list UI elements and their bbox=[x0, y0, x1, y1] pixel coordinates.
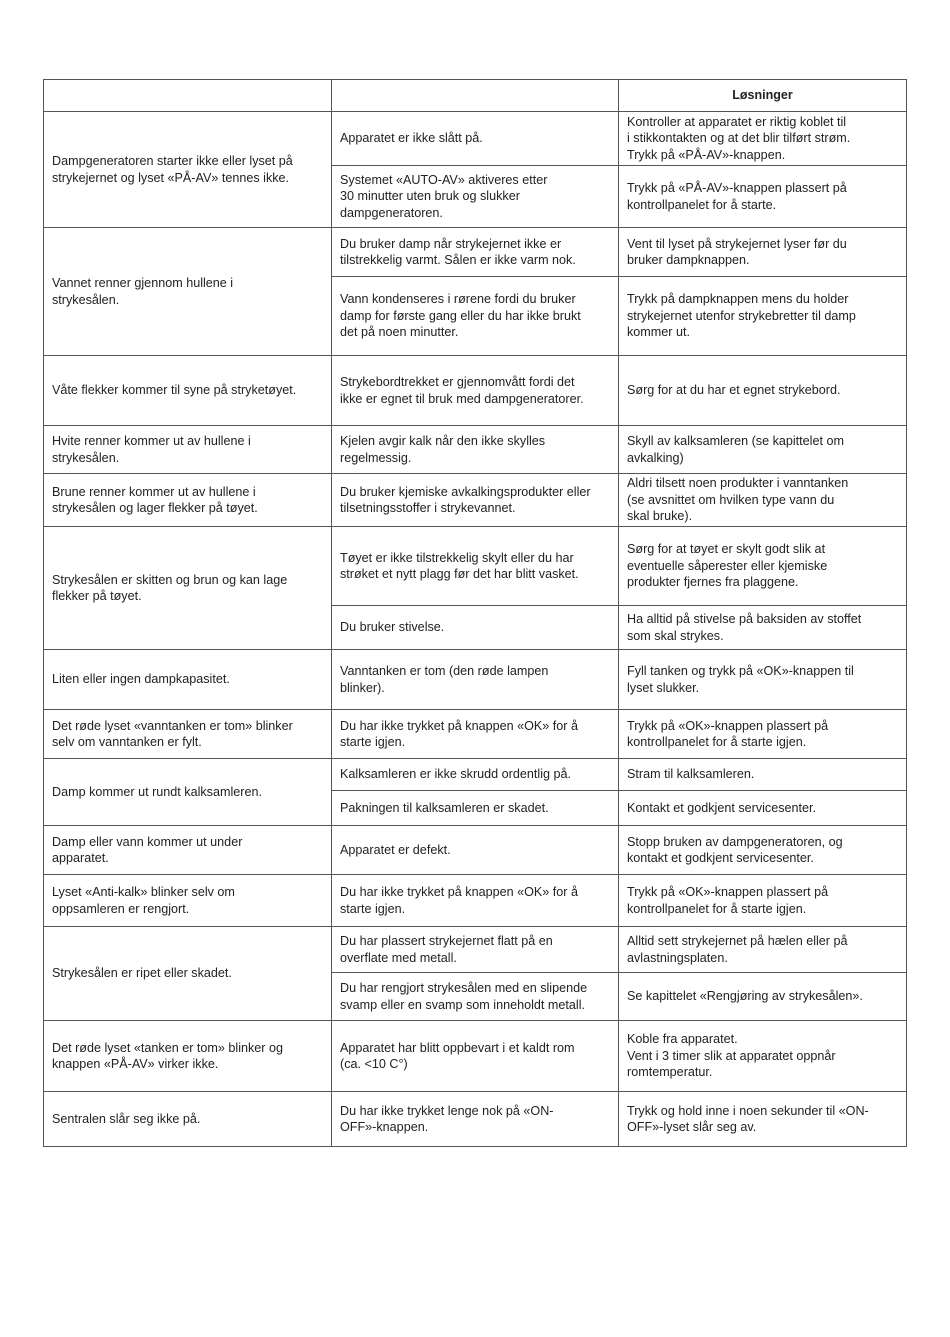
cause-cell: Du har ikke trykket på knappen «OK» for å starte igjen. bbox=[332, 875, 619, 927]
table-row bbox=[44, 826, 907, 875]
cause-cell: Pakningen til kalksamleren er skadet. bbox=[332, 791, 619, 826]
problem-cell: Brune renner kommer ut av hullene i strykesålen og lager flekker på tøyet. bbox=[44, 474, 332, 527]
solution-cell: Stopp bruken av dampgeneratoren, og kontakt et godkjent servicesenter. bbox=[619, 826, 907, 875]
cause-cell: Apparatet er ikke slått på. bbox=[332, 112, 619, 166]
table-row bbox=[44, 527, 907, 606]
cause-cell: Vann kondenseres i rørene fordi du bruker damp for første gang eller du har ikke brukt det på noen minutter. bbox=[332, 277, 619, 356]
table-header-row bbox=[44, 80, 907, 112]
problem-cell: Strykesålen er skitten og brun og kan lage flekker på tøyet. bbox=[44, 527, 332, 650]
header-problem bbox=[44, 80, 332, 112]
cause-cell: Du har ikke trykket lenge nok på «ON- OFF»-knappen. bbox=[332, 1092, 619, 1147]
table-row bbox=[44, 228, 907, 277]
cause-cell: Apparatet har blitt oppbevart i et kaldt rom (ca. <10 C°) bbox=[332, 1021, 619, 1092]
cause-cell: Du har plassert strykejernet flatt på en overflate med metall. bbox=[332, 927, 619, 973]
cause-cell: Du har ikke trykket på knappen «OK» for å starte igjen. bbox=[332, 710, 619, 759]
header-solution: Løsninger bbox=[619, 80, 907, 112]
solution-cell: Trykk på «OK»-knappen plassert på kontrollpanelet for å starte igjen. bbox=[619, 710, 907, 759]
solution-cell: Vent til lyset på strykejernet lyser før du bruker dampknappen. bbox=[619, 228, 907, 277]
problem-cell: Liten eller ingen dampkapasitet. bbox=[44, 650, 332, 710]
table-row bbox=[44, 710, 907, 759]
solution-cell: Trykk og hold inne i noen sekunder til «ON- OFF»-lyset slår seg av. bbox=[619, 1092, 907, 1147]
table-row bbox=[44, 356, 907, 426]
problem-cell: Sentralen slår seg ikke på. bbox=[44, 1092, 332, 1147]
problem-cell: Dampgeneratoren starter ikke eller lyset på strykejernet og lyset «PÅ-AV» tennes ikke. bbox=[44, 112, 332, 228]
solution-cell: Fyll tanken og trykk på «OK»-knappen til lyset slukker. bbox=[619, 650, 907, 710]
solution-cell: Trykk på «OK»-knappen plassert på kontrollpanelet for å starte igjen. bbox=[619, 875, 907, 927]
solution-cell: Koble fra apparatet. Vent i 3 timer slik at apparatet oppnår romtemperatur. bbox=[619, 1021, 907, 1092]
solution-cell: Trykk på dampknappen mens du holder strykejernet utenfor strykebretter til damp kommer ut. bbox=[619, 277, 907, 356]
problem-cell: Det røde lyset «tanken er tom» blinker og knappen «PÅ-AV» virker ikke. bbox=[44, 1021, 332, 1092]
solution-cell: Kontroller at apparatet er riktig koblet til i stikkontakten og at det blir tilført strøm. Trykk på «PÅ-AV»-knappen. bbox=[619, 112, 907, 166]
table-row bbox=[44, 759, 907, 791]
table-row bbox=[44, 426, 907, 474]
cause-cell: Vanntanken er tom (den røde lampen blinker). bbox=[332, 650, 619, 710]
problem-cell: Våte flekker kommer til syne på stryketøyet. bbox=[44, 356, 332, 426]
table-row bbox=[44, 474, 907, 527]
cause-cell: Du bruker kjemiske avkalkingsprodukter eller tilsetningsstoffer i strykevannet. bbox=[332, 474, 619, 527]
solution-cell: Ha alltid på stivelse på baksiden av stoffet som skal strykes. bbox=[619, 606, 907, 650]
problem-cell: Damp kommer ut rundt kalksamleren. bbox=[44, 759, 332, 826]
table-row bbox=[44, 1092, 907, 1147]
problem-cell: Det røde lyset «vanntanken er tom» blinker selv om vanntanken er fylt. bbox=[44, 710, 332, 759]
solution-cell: Sørg for at du har et egnet strykebord. bbox=[619, 356, 907, 426]
cause-cell: Du bruker damp når strykejernet ikke er tilstrekkelig varmt. Sålen er ikke varm nok. bbox=[332, 228, 619, 277]
problem-cell: Lyset «Anti-kalk» blinker selv om oppsamleren er rengjort. bbox=[44, 875, 332, 927]
solution-cell: Sørg for at tøyet er skylt godt slik at eventuelle såperester eller kjemiske produkter fjernes fra plaggene. bbox=[619, 527, 907, 606]
solution-cell: Kontakt et godkjent servicesenter. bbox=[619, 791, 907, 826]
problem-cell: Vannet renner gjennom hullene i strykesålen. bbox=[44, 228, 332, 356]
solution-cell: Trykk på «PÅ-AV»-knappen plassert på kontrollpanelet for å starte. bbox=[619, 166, 907, 228]
table-row bbox=[44, 927, 907, 973]
solution-cell: Alltid sett strykejernet på hælen eller på avlastningsplaten. bbox=[619, 927, 907, 973]
solution-cell: Stram til kalksamleren. bbox=[619, 759, 907, 791]
cause-cell: Du bruker stivelse. bbox=[332, 606, 619, 650]
solution-cell: Skyll av kalksamleren (se kapittelet om avkalking) bbox=[619, 426, 907, 474]
header-cause bbox=[332, 80, 619, 112]
cause-cell: Apparatet er defekt. bbox=[332, 826, 619, 875]
table-row bbox=[44, 1021, 907, 1092]
cause-cell: Du har rengjort strykesålen med en slipende svamp eller en svamp som inneholdt metall. bbox=[332, 973, 619, 1021]
table-row bbox=[44, 650, 907, 710]
problem-cell: Strykesålen er ripet eller skadet. bbox=[44, 927, 332, 1021]
problem-cell: Hvite renner kommer ut av hullene i strykesålen. bbox=[44, 426, 332, 474]
problem-cell: Damp eller vann kommer ut under apparatet. bbox=[44, 826, 332, 875]
cause-cell: Kjelen avgir kalk når den ikke skylles regelmessig. bbox=[332, 426, 619, 474]
cause-cell: Systemet «AUTO-AV» aktiveres etter 30 minutter uten bruk og slukker dampgeneratoren. bbox=[332, 166, 619, 228]
table-row bbox=[44, 875, 907, 927]
troubleshooting-table bbox=[43, 79, 907, 1147]
cause-cell: Strykebordtrekket er gjennomvått fordi det ikke er egnet til bruk med dampgeneratorer. bbox=[332, 356, 619, 426]
cause-cell: Tøyet er ikke tilstrekkelig skylt eller du har strøket et nytt plagg før det har blitt vasket. bbox=[332, 527, 619, 606]
table-row bbox=[44, 112, 907, 166]
solution-cell: Se kapittelet «Rengjøring av strykesålen». bbox=[619, 973, 907, 1021]
table-body bbox=[44, 80, 907, 1147]
cause-cell: Kalksamleren er ikke skrudd ordentlig på. bbox=[332, 759, 619, 791]
solution-cell: Aldri tilsett noen produkter i vanntanken (se avsnittet om hvilken type vann du skal bruke). bbox=[619, 474, 907, 527]
